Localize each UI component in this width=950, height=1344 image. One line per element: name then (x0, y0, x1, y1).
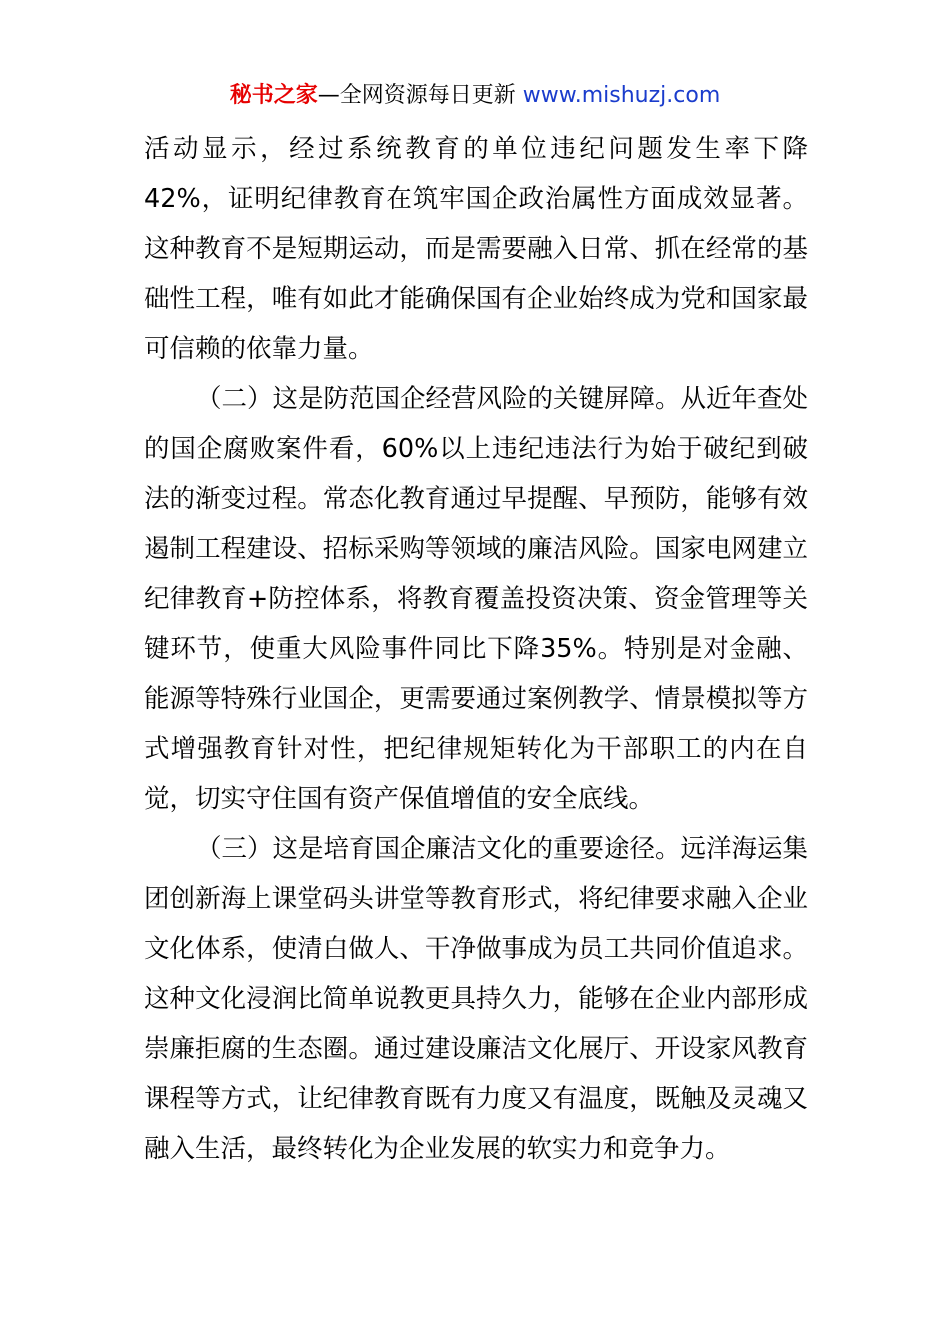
paragraph-continued: 活动显示，经过系统教育的单位违纪问题发生率下降42%，证明纪律教育在筑牢国企政治属性方面成效显著。这种教育不是短期运动，而是需要融入日常、抓在经常的基础性工程，唯有如此才能确保国有企业始终成为党和国家最可信赖的依靠力量。 (144, 134, 808, 364)
document-body (144, 124, 808, 1174)
header-slogan: —全网资源每日更新 (317, 83, 516, 108)
brand-name: 秘书之家 (229, 83, 318, 108)
paragraph-section-three: （三）这是培育国企廉洁文化的重要途径。远洋海运集团创新海上课堂码头讲堂等教育形式，将纪律要求融入企业文化体系，使清白做人、干净做事成为员工共同价值追求。这种文化浸润比简单说教更具持久力，能够在企业内部形成崇廉拒腐的生态圈。通过建设廉洁文化展厅、开设家风教育课程等方式，让纪律教育既有力度又有温度，既触及灵魂又融入生活，最终转化为企业发展的软实力和竞争力。 (144, 834, 809, 1164)
site-url-link[interactable]: www.mishuzj.com (522, 83, 721, 108)
paragraph-section-two: （二）这是防范国企经营风险的关键屏障。从近年查处的国企腐败案件看，60%以上违纪违法行为始于破纪到破法的渐变过程。常态化教育通过早提醒、早预防，能够有效遏制工程建设、招标采购等领域的廉洁风险。国家电网建立纪律教育+防控体系，将教育覆盖投资决策、资金管理等关键环节，使重大风险事件同比下降35%。特别是对金融、能源等特殊行业国企，更需要通过案例教学、情景模拟等方式增强教育针对性，把纪律规矩转化为干部职工的内在自觉，切实守住国有资产保值增值的安全底线。 (144, 384, 809, 814)
page-header (0, 80, 950, 112)
